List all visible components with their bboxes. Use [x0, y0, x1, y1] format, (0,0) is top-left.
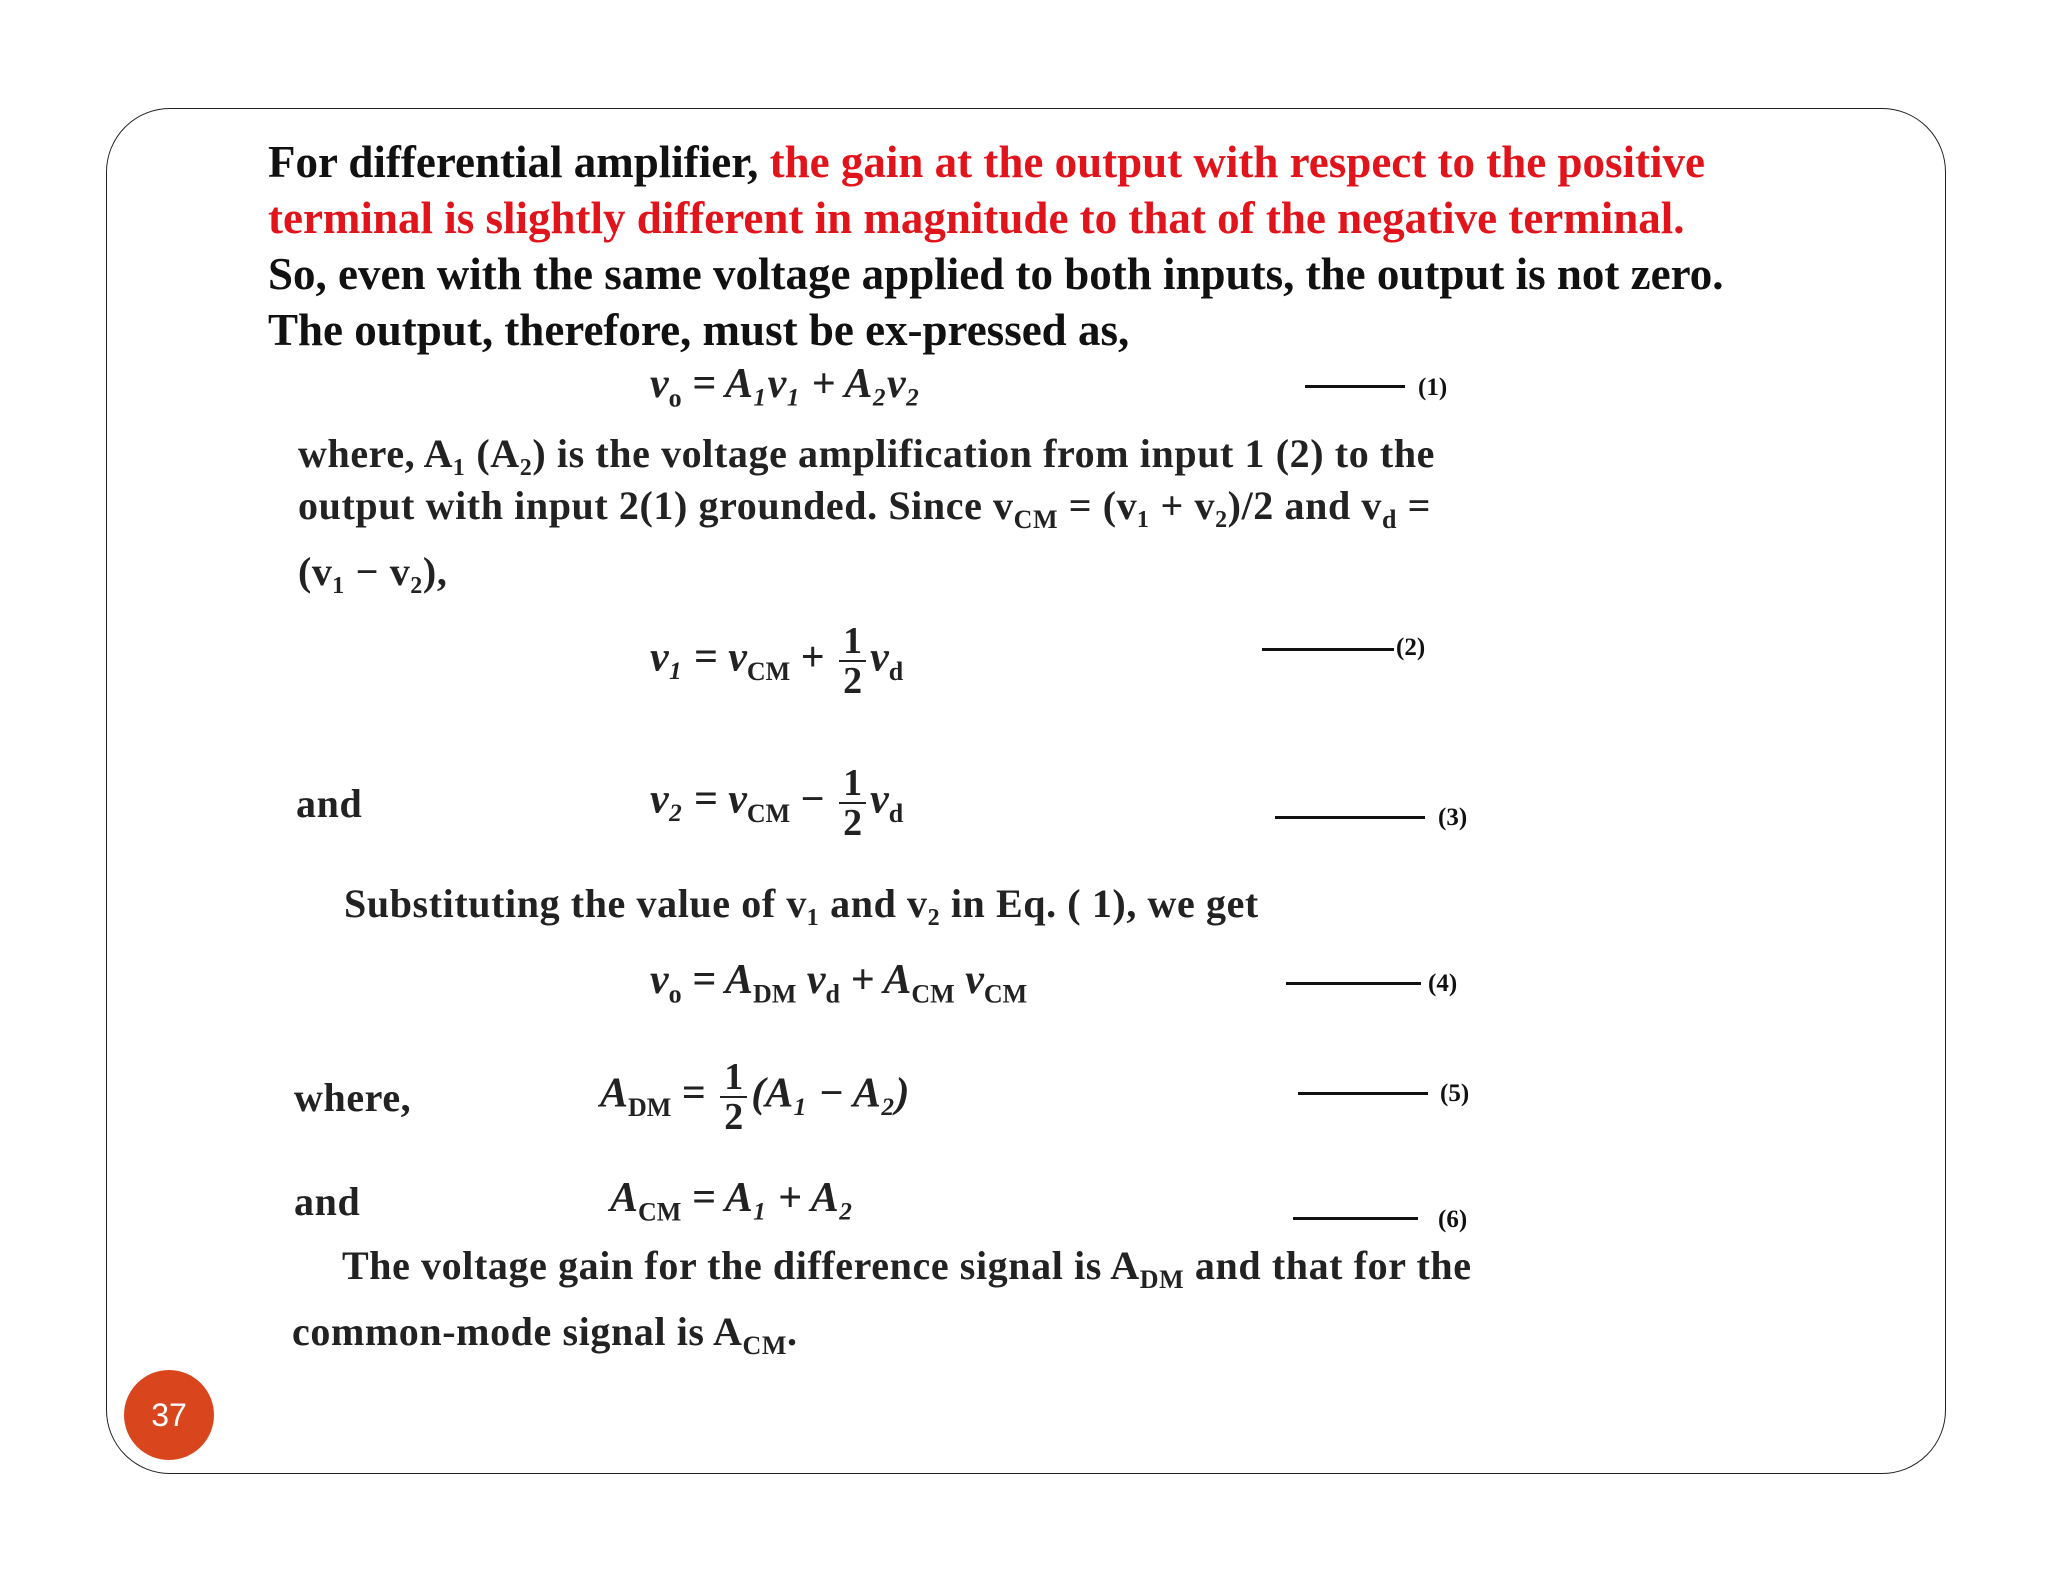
equation-6-leader [1293, 1217, 1418, 1220]
equation-1-leader [1305, 385, 1405, 388]
slide-number-badge: 37 [124, 1370, 214, 1460]
equation-5: $A_{DM}$ = $\frac{1}{2}$ (A₁ − A₂) [600, 1056, 910, 1138]
equation-3-lead: and [296, 781, 363, 826]
equation-1-number: (1) [1418, 374, 1448, 401]
equation-4: $v_o = A_{DM}$ $v_d + A_{CM}$ $v_{CM}$ [650, 957, 1028, 1009]
equation-4-leader [1286, 982, 1421, 985]
equation-2: $v_1 = v_{CM}$ + $\frac{1}{2}$ $v_d$ [650, 620, 904, 702]
equation-1: $v_o = A_1v_1 + A_2v_2$ [650, 361, 921, 413]
equation-3-leader [1275, 816, 1425, 819]
equation-6-lead: and [294, 1179, 361, 1224]
equation-3-number: (3) [1438, 804, 1468, 831]
intro-highlight: the gain at the output with respect to the positive terminal is slightly different in magnitude to that of the negative terminal. [268, 137, 1705, 243]
intro-lead: For differential amplifier, [268, 137, 770, 187]
equation-5-number: (5) [1440, 1080, 1470, 1107]
intro-text [268, 134, 1808, 358]
final-paragraph: The voltage gain for the difference signal is $A_{DM}$ and that for the common-mode signal is $A_{CM}$. [292, 1243, 1472, 1360]
where-paragraph: where, A₁ (A₂) is the voltage amplification from input 1 (2) to the output with input 2(1) grounded. Since $v_{CM} = (v_1 + v_2)/2$ and $v_d$ = (v₁ − v₂), [298, 431, 1436, 594]
equation-2-leader [1262, 648, 1394, 651]
equation-5-leader [1298, 1092, 1428, 1095]
intro-line-4: The output, therefore, must be ex-pressed as, [268, 305, 1130, 355]
substituting-line: Substituting the value of v₁ and v₂ in Eq. ( 1), we get [344, 881, 1259, 926]
equation-6-number: (6) [1438, 1206, 1468, 1233]
equation-2-number: (2) [1396, 634, 1426, 661]
intro-line-3: So, even with the same voltage applied to both inputs, the output is not zero. [268, 249, 1724, 299]
equation-3: $v_2 = v_{CM}$ − $\frac{1}{2}$ $v_d$ [650, 762, 904, 844]
equation-4-number: (4) [1428, 970, 1458, 997]
equation-5-lead: where, [294, 1075, 412, 1120]
equation-6: $A_{CM} = A_1 + A_2$ [610, 1175, 854, 1227]
